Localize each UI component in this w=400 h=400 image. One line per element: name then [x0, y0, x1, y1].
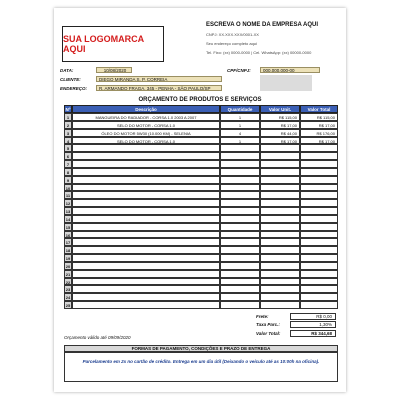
row-quantity[interactable]: 1 [220, 121, 260, 129]
row-unit-price[interactable] [260, 215, 300, 223]
row-unit-price[interactable] [260, 160, 300, 168]
row-number: 19 [65, 256, 71, 262]
fee-value[interactable]: 1,30% [290, 321, 336, 328]
row-description[interactable]: SELO DO MOTOR - CORSA 1.0 [72, 137, 220, 145]
row-description[interactable] [72, 160, 220, 168]
row-quantity[interactable] [220, 293, 260, 301]
header-unit: Valor Unit. [260, 105, 300, 113]
row-number: 13 [65, 209, 71, 215]
row-quantity[interactable]: 1 [220, 113, 260, 121]
row-description[interactable] [72, 176, 220, 184]
row-total-price[interactable] [300, 223, 338, 231]
row-description[interactable] [72, 270, 220, 278]
row-quantity[interactable] [220, 278, 260, 286]
fee-label: Taxa Parc.: [256, 322, 280, 327]
row-quantity[interactable] [220, 270, 260, 278]
header-desc: Descrição [72, 105, 220, 113]
row-description[interactable] [72, 207, 220, 215]
row-unit-price[interactable] [260, 144, 300, 152]
table-row [64, 207, 338, 215]
row-quantity[interactable]: 4 [220, 129, 260, 137]
row-unit-price[interactable] [260, 191, 300, 199]
row-description[interactable]: SELO DO MOTOR - CORSA 1.0 [72, 121, 220, 129]
row-total-price[interactable] [300, 278, 338, 286]
row-number: 7 [64, 160, 72, 168]
row-quantity[interactable] [220, 144, 260, 152]
table-row [64, 270, 338, 278]
row-quantity[interactable] [220, 301, 260, 309]
row-total-price[interactable] [300, 160, 338, 168]
row-unit-price[interactable] [260, 223, 300, 231]
row-unit-price[interactable] [260, 301, 300, 309]
row-number: 25 [65, 303, 71, 309]
row-description[interactable]: ÓLEO DO MOTOR 5W30 (10.000 KM) - SELENIA [72, 129, 220, 137]
row-unit-price[interactable] [260, 176, 300, 184]
row-description[interactable] [72, 191, 220, 199]
address-field[interactable]: R. ARMANDO FRAGA, 345 - PENHA - SÃO PAULO/SP [96, 85, 222, 91]
row-number: 24 [65, 295, 71, 301]
row-description[interactable] [72, 301, 220, 309]
row-unit-price[interactable] [260, 152, 300, 160]
row-number: 22 [65, 279, 71, 285]
row-quantity[interactable] [220, 168, 260, 176]
cpf-label: CPF/CNPJ: [227, 68, 251, 73]
company-phones: Tel. Fixo: (xx) 0000-0000 | Cel. WhatsApp: (xx) 00000-0000 [206, 50, 312, 55]
address-label: ENDEREÇO: [60, 86, 88, 91]
row-description[interactable] [72, 278, 220, 286]
row-unit-price[interactable] [260, 270, 300, 278]
quote-document [54, 8, 346, 392]
row-description[interactable] [72, 144, 220, 152]
row-total-price[interactable] [300, 207, 338, 215]
total-value: R$ 344,68 [290, 330, 336, 337]
row-description[interactable] [72, 238, 220, 246]
row-description[interactable]: MANGUEIRA DO RADIADOR - CORSA 1.0 2003 A 2007 [72, 113, 220, 121]
row-quantity[interactable] [220, 231, 260, 239]
table-row [64, 152, 338, 160]
row-unit-price[interactable]: R$ 17,00 [260, 121, 300, 129]
table-row [64, 129, 338, 137]
company-name: ESCREVA O NOME DA EMPRESA AQUI [206, 22, 319, 28]
table-row [64, 246, 338, 254]
company-address: Seu endereço completo aqui [206, 41, 257, 46]
row-description[interactable] [72, 231, 220, 239]
row-quantity[interactable] [220, 184, 260, 192]
table-row [64, 113, 338, 121]
client-field[interactable]: DIEGO MIRANDA S. P. CORREIA [96, 76, 222, 82]
row-quantity[interactable] [220, 215, 260, 223]
row-quantity[interactable] [220, 254, 260, 262]
table-row [64, 168, 338, 176]
items-table [64, 105, 338, 309]
row-description[interactable] [72, 285, 220, 293]
header-qty: Quantidade [220, 105, 260, 113]
section-title: ORÇAMENTO DE PRODUTOS E SERVIÇOS [138, 97, 262, 103]
row-total-price[interactable] [300, 144, 338, 152]
table-row [64, 199, 338, 207]
table-row [64, 184, 338, 192]
table-row [64, 278, 338, 286]
row-quantity[interactable] [220, 199, 260, 207]
row-unit-price[interactable] [260, 199, 300, 207]
blurred-region [260, 75, 312, 91]
header-total: Valor Total [300, 105, 338, 113]
row-number: 9 [64, 176, 72, 184]
cpf-field[interactable]: 000.000.000-00 [260, 67, 320, 73]
row-quantity[interactable] [220, 223, 260, 231]
row-total-price[interactable] [300, 184, 338, 192]
row-unit-price[interactable] [260, 207, 300, 215]
table-row [64, 215, 338, 223]
row-description[interactable] [72, 184, 220, 192]
row-unit-price[interactable] [260, 246, 300, 254]
validity-text: Orçamento válido até 09/09/2020 [64, 335, 131, 340]
row-quantity[interactable] [220, 176, 260, 184]
row-number: 3 [64, 129, 72, 137]
header-num: Nº [65, 107, 71, 112]
row-number: 8 [64, 168, 72, 176]
row-total-price[interactable] [300, 254, 338, 262]
date-label: DATA: [60, 68, 74, 73]
row-number: 2 [64, 121, 72, 129]
row-total-price[interactable] [300, 246, 338, 254]
table-row [64, 176, 338, 184]
row-unit-price[interactable] [260, 254, 300, 262]
logo-text: SUA LOGOMARCA AQUI [63, 34, 144, 54]
table-row [64, 238, 338, 246]
row-total-price[interactable]: R$ 17,00 [300, 121, 338, 129]
row-unit-price[interactable] [260, 293, 300, 301]
row-total-price[interactable] [300, 152, 338, 160]
row-unit-price[interactable] [260, 238, 300, 246]
row-number: 23 [65, 287, 71, 293]
row-total-price[interactable] [300, 238, 338, 246]
logo-placeholder [62, 26, 164, 62]
table-row [64, 137, 338, 145]
row-description[interactable] [72, 223, 220, 231]
row-number: 11 [65, 193, 71, 199]
row-total-price[interactable] [300, 199, 338, 207]
row-description[interactable] [72, 254, 220, 262]
terms-title: FORMAS DE PAGAMENTO, CONDIÇÕES E PRAZO DE ENTREGA [64, 345, 338, 352]
client-label: CLIENTE: [60, 77, 81, 82]
table-row [64, 293, 338, 301]
row-unit-price[interactable] [260, 278, 300, 286]
row-unit-price[interactable]: R$ 44,00 [260, 129, 300, 137]
row-quantity[interactable] [220, 152, 260, 160]
row-quantity[interactable] [220, 207, 260, 215]
freight-label: Frete: [256, 314, 269, 319]
row-unit-price[interactable] [260, 285, 300, 293]
row-total-price[interactable]: R$ 115,00 [300, 113, 338, 121]
row-quantity[interactable] [220, 285, 260, 293]
row-quantity[interactable] [220, 191, 260, 199]
row-description[interactable] [72, 215, 220, 223]
row-unit-price[interactable] [260, 262, 300, 270]
row-total-price[interactable]: R$ 176,00 [300, 129, 338, 137]
row-total-price[interactable] [300, 231, 338, 239]
row-number: 4 [64, 137, 72, 145]
row-total-price[interactable] [300, 301, 338, 309]
row-description[interactable] [72, 199, 220, 207]
row-description[interactable] [72, 246, 220, 254]
total-label: Valor Total: [256, 331, 281, 336]
row-number: 6 [64, 152, 72, 160]
row-number: 16 [65, 232, 71, 238]
row-unit-price[interactable]: R$ 115,00 [260, 113, 300, 121]
terms-text[interactable]: Parcelamento em 2x no cartão de crédito. Entrega em um dia útil (Deixando o veículo até as 10:00h na oficina). [64, 352, 338, 382]
table-row [64, 144, 338, 152]
row-total-price[interactable] [300, 262, 338, 270]
freight-value[interactable]: R$ 0,00 [290, 313, 336, 320]
table-row [64, 223, 338, 231]
row-unit-price[interactable] [260, 168, 300, 176]
row-unit-price[interactable] [260, 184, 300, 192]
row-quantity[interactable] [220, 238, 260, 246]
table-row [64, 160, 338, 168]
row-number: 12 [65, 201, 71, 207]
row-description[interactable] [72, 293, 220, 301]
row-quantity[interactable] [220, 246, 260, 254]
row-quantity[interactable]: 1 [220, 137, 260, 145]
row-description[interactable] [72, 168, 220, 176]
row-total-price[interactable] [300, 215, 338, 223]
company-cnpj: CNPJ: XX.XXX.XXX/0001-XX [206, 32, 259, 37]
row-description[interactable] [72, 262, 220, 270]
row-total-price[interactable]: R$ 17,00 [300, 137, 338, 145]
row-number: 18 [65, 248, 71, 254]
table-row [64, 231, 338, 239]
row-total-price[interactable] [300, 293, 338, 301]
row-unit-price[interactable]: R$ 17,00 [260, 137, 300, 145]
table-row [64, 191, 338, 199]
row-total-price[interactable] [300, 176, 338, 184]
table-row [64, 285, 338, 293]
row-total-price[interactable] [300, 270, 338, 278]
row-number: 21 [65, 271, 71, 277]
row-total-price[interactable] [300, 191, 338, 199]
row-number: 5 [64, 144, 72, 152]
row-unit-price[interactable] [260, 231, 300, 239]
row-total-price[interactable] [300, 168, 338, 176]
row-number: 20 [65, 263, 71, 269]
table-row [64, 262, 338, 270]
row-number: 15 [65, 224, 71, 230]
row-number: 17 [65, 240, 71, 246]
company-info [206, 21, 342, 57]
row-number: 10 [65, 185, 71, 191]
row-quantity[interactable] [220, 160, 260, 168]
table-row [64, 254, 338, 262]
row-quantity[interactable] [220, 262, 260, 270]
table-row [64, 121, 338, 129]
row-description[interactable] [72, 152, 220, 160]
row-number: 14 [65, 216, 71, 222]
row-total-price[interactable] [300, 285, 338, 293]
row-number: 1 [64, 113, 72, 121]
date-field[interactable]: 10/08/2020 [96, 67, 132, 73]
table-row [64, 301, 338, 309]
